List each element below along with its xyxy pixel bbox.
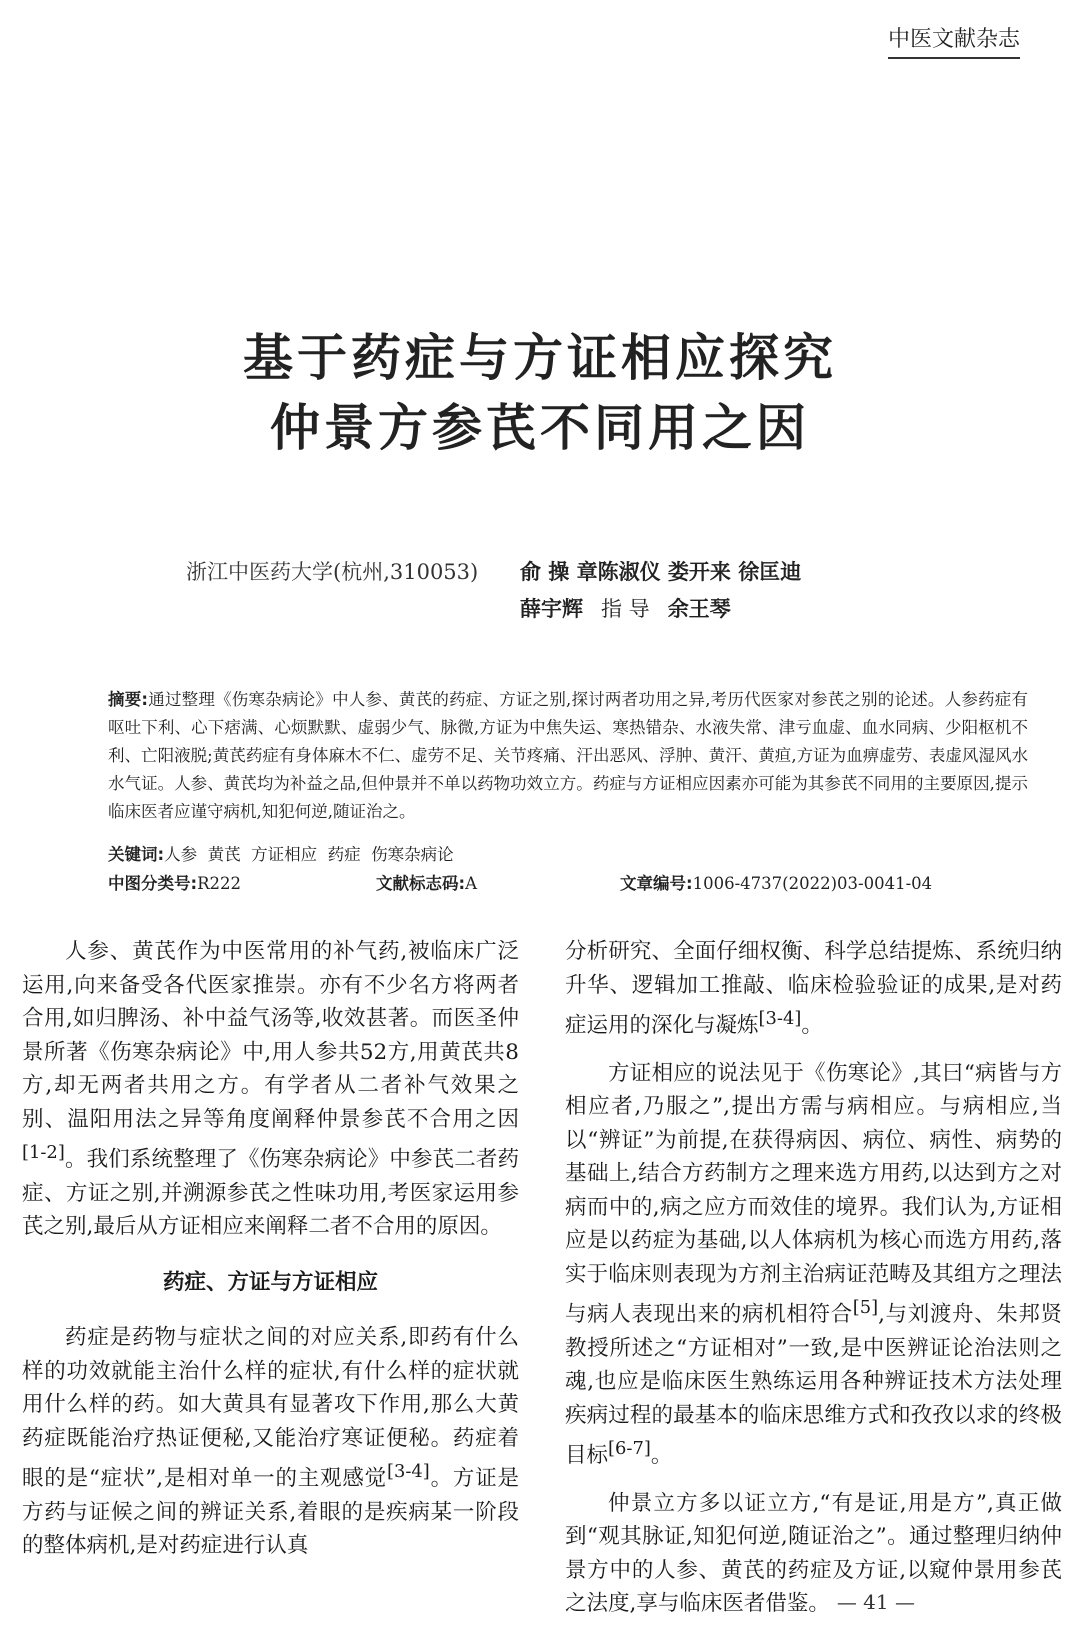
author-name: 薛宇辉 — [520, 597, 583, 621]
keywords-text: 人参 黄芪 方证相应 药症 伤寒杂病论 — [164, 845, 454, 864]
advisor-label: 指 导 — [601, 597, 650, 621]
page-number: — 41 — — [836, 1590, 915, 1614]
article-value: 1006-4737(2022)03-0041-04 — [692, 874, 933, 893]
article-title-line2: 仲景方参芪不同用之因 — [270, 399, 810, 457]
journal-name: 中医文献杂志 — [888, 22, 1020, 59]
article-title-line1: 基于药症与方证相应探究 — [243, 329, 837, 387]
citation: [6-7] — [608, 1438, 651, 1460]
document-code — [376, 870, 477, 894]
section-heading: 药症、方证与方证相应 — [162, 1269, 378, 1295]
citation: [5] — [852, 1297, 879, 1319]
paragraph: 方证相应的说法见于《伤寒论》,其曰“病皆与方相应者,乃服之”,提出方需与病相应。与病相应,当以“辨证”为前提,在获得病因、病位、病性、病势的基础上,结合方药制方之理来选方用药,以达到方之对病而中的,病之应方而效佳的境界。我们认为,方证相应是以药症为基础,以人体病机为核心而选方用药,落实于临床则表现为方剂主治病证范畴及其组方之理法与病人表现出来的病机相符合[5],与刘渡舟、朱邦贤教授所述之“方证相对”一致,是中医辨证论治法则之魂,也应是临床医生熟练运用各种辨证技术方法处理疾病过程的最基本的临床思维方式和孜孜以求的终极目标[6-7]。 — [565, 1060, 1062, 1469]
abstract-label: 摘要: — [108, 690, 149, 709]
citation: [3-4] — [386, 1461, 430, 1483]
abstract — [108, 686, 1028, 826]
clc-value: R222 — [197, 874, 242, 893]
abstract-text: 通过整理《伤寒杂病论》中人参、黄芪的药症、方证之别,探讨两者功用之异,考历代医家对参芪之别的论述。人参药症有呕吐下利、心下痞满、心烦默默、虚弱少气、脉微,方证为中焦失运、寒热错杂、水液失常、津亏血虚、血水同病、少阳枢机不利、亡阳液脱;黄芪药症有身体麻木不仁、虚劳不足、关节疼痛、汗出恶风、浮肿、黄汗、黄疸,方证为血痹虚劳、表虚风湿风水水气证。人参、黄芪均为补益之品,但仲景并不单以药物功效立方。药症与方证相应因素亦可能为其参芪不同用的主要原因,提示临床医者应谨守病机,知犯何逆,随证治之。 — [108, 690, 1028, 821]
doc-label: 文献标志码: — [376, 874, 466, 893]
paragraph: 分析研究、全面仔细权衡、科学总结提炼、系统归纳升华、逻辑加工推敲、临床检验验证的成果,是对药症运用的深化与凝炼[3-4]。 — [565, 939, 1062, 1039]
authors-row1: 俞 操 章陈淑仪 娄开来 徐匡迪 — [520, 560, 802, 584]
paragraph: 人参、黄芪作为中医常用的补气药,被临床广泛运用,向来备受各代医家推崇。亦有不少名方将两者合用,如归脾汤、补中益气汤等,收效甚著。而医圣仲景所著《伤寒杂病论》中,用人参共52方,用黄芪共8方,却无两者共用之方。有学者从二者补气效果之别、温阳用法之异等角度阐释仲景参芪不合用之因[1-2]。我们系统整理了《伤寒杂病论》中参芪二者药症、方证之别,并溯源参芪之性味功用,考医家运用参芪之别,最后从方证相应来阐释二者不合用的原因。 — [22, 939, 519, 1240]
body-column-left — [22, 935, 519, 1577]
citation: [3-4] — [758, 1008, 802, 1029]
body-column-right — [565, 935, 1062, 1635]
paragraph: 仲景立方多以证立方,“有是证,用是方”,真正做到“观其脉证,知犯何逆,随证治之”。通过整理归纳仲景方中的人参、黄芪的药症及方证,以窥仲景用参芪之法度,享与临床医者借鉴。 — [565, 1490, 1062, 1617]
keywords — [108, 841, 454, 865]
clc-label: 中图分类号: — [108, 874, 198, 893]
article-number — [620, 870, 932, 894]
citation: [1-2] — [22, 1142, 65, 1163]
affiliation: 浙江中医药大学(杭州,310053) — [186, 560, 479, 584]
clc-number — [108, 870, 241, 894]
keywords-label: 关键词: — [108, 845, 165, 864]
paragraph: 药症是药物与症状之间的对应关系,即药有什么样的功效就能主治什么样的症状,有什么样的症状就用什么样的药。如大黄具有显著攻下作用,那么大黄药症既能治疗热证便秘,又能治疗寒证便秘。药症着眼的是“症状”,是相对单一的主观感觉[3-4]。方证是方药与证候之间的辨证关系,着眼的是疾病某一阶段的整体病机,是对药症进行认真 — [22, 1325, 519, 1559]
authors-row2 — [520, 593, 731, 623]
advisor-name: 余王琴 — [667, 597, 731, 621]
article-label: 文章编号: — [620, 874, 693, 893]
doc-value: A — [465, 874, 478, 893]
